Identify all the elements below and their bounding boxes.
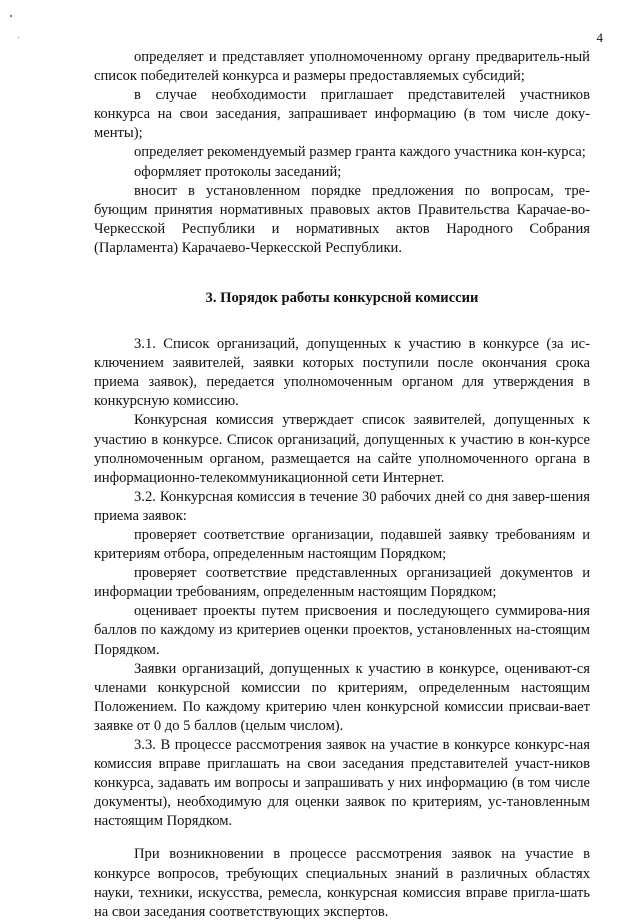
scan-artifact-dot	[10, 15, 12, 17]
paragraph: Конкурсная комиссия утверждает список заявителей, допущенных к участию в конкурсе. Список организаций, допущенных к участию в кон-курсе уполномоченным органом, размещается на сайте уполномоченного органа в информационно-телекоммуникационной сети Интернет.	[94, 412, 590, 486]
paragraph: 3.3. В процессе рассмотрения заявок на участие в конкурсе конкурс-ная комиссия вправе приглашать на свои заседания представителей участ-ников конкурса, задавать им вопросы и запрашивать у них информацию (в том числе документы), необходимую для оценки заявок по критериям, ус-тановленным настоящим Порядком.	[94, 737, 590, 830]
paragraph: в случае необходимости приглашает представителей участников конкурса на свои заседания, запрашивает информацию (в том числе доку-менты);	[94, 87, 590, 142]
paragraph: проверяет соответствие представленных организацией документов и информации требованиям, определенным настоящим Порядком;	[94, 565, 590, 601]
paragraph: Заявки организаций, допущенных к участию в конкурсе, оценивают-ся членами конкурсной комиссии по критериям, определенным настоящим Положением. По каждому критерию член конкурсной комиссии присваи-вает заявке от 0 до 5 баллов (целым числом).	[94, 660, 590, 734]
scan-artifact-dot	[18, 37, 19, 38]
paragraph: определяет рекомендуемый размер гранта каждого участника кон-курса;	[134, 144, 586, 161]
paragraph: оформляет протоколы заседаний;	[134, 163, 342, 180]
page-number: 4	[596, 30, 603, 45]
paragraph: оценивает проекты путем присвоения и последующего суммирова-ния баллов по каждому из критериев оценки проектов, установленных на-стоящим Порядком.	[94, 603, 590, 658]
paragraph: При возникновении в процессе рассмотрения заявок на участие в конкурсе вопросов, требующих специальных знаний в различных областях науки, техники, искусства, ремесла, конкурсная комиссия вправе пригла-шать на свои заседания соответствующих экспертов.	[94, 846, 590, 920]
paragraph: проверяет соответствие организации, подавшей заявку требованиям и критериям отбора, определенным настоящим Порядком;	[94, 526, 590, 563]
paragraph: 3.1. Список организаций, допущенных к участию в конкурсе (за ис-ключением заявителей, заявки которых поступили после окончания срока приема заявок), передается уполномоченным органом для утверждения в конкурсную комиссию.	[94, 336, 590, 410]
paragraph: 3.2. Конкурсная комиссия в течение 30 рабочих дней со дня завер-шения приема заявок:	[94, 488, 590, 524]
paragraph: вносит в установленном порядке предложения по вопросам, тре-бующим принятия нормативных правовых актов Правительства Карачае-во-Черкесской Республики и нормативных актов Народного Собрания (Парламента) Карачаево-Черкесской Республики.	[94, 182, 590, 256]
document-body	[94, 48, 590, 922]
paragraph: определяет и представляет уполномоченному органу предваритель-ный список победителей конкурса и размеры предоставляемых субсидий;	[94, 49, 590, 85]
section-heading: 3. Порядок работы конкурсной комиссии	[205, 290, 479, 307]
